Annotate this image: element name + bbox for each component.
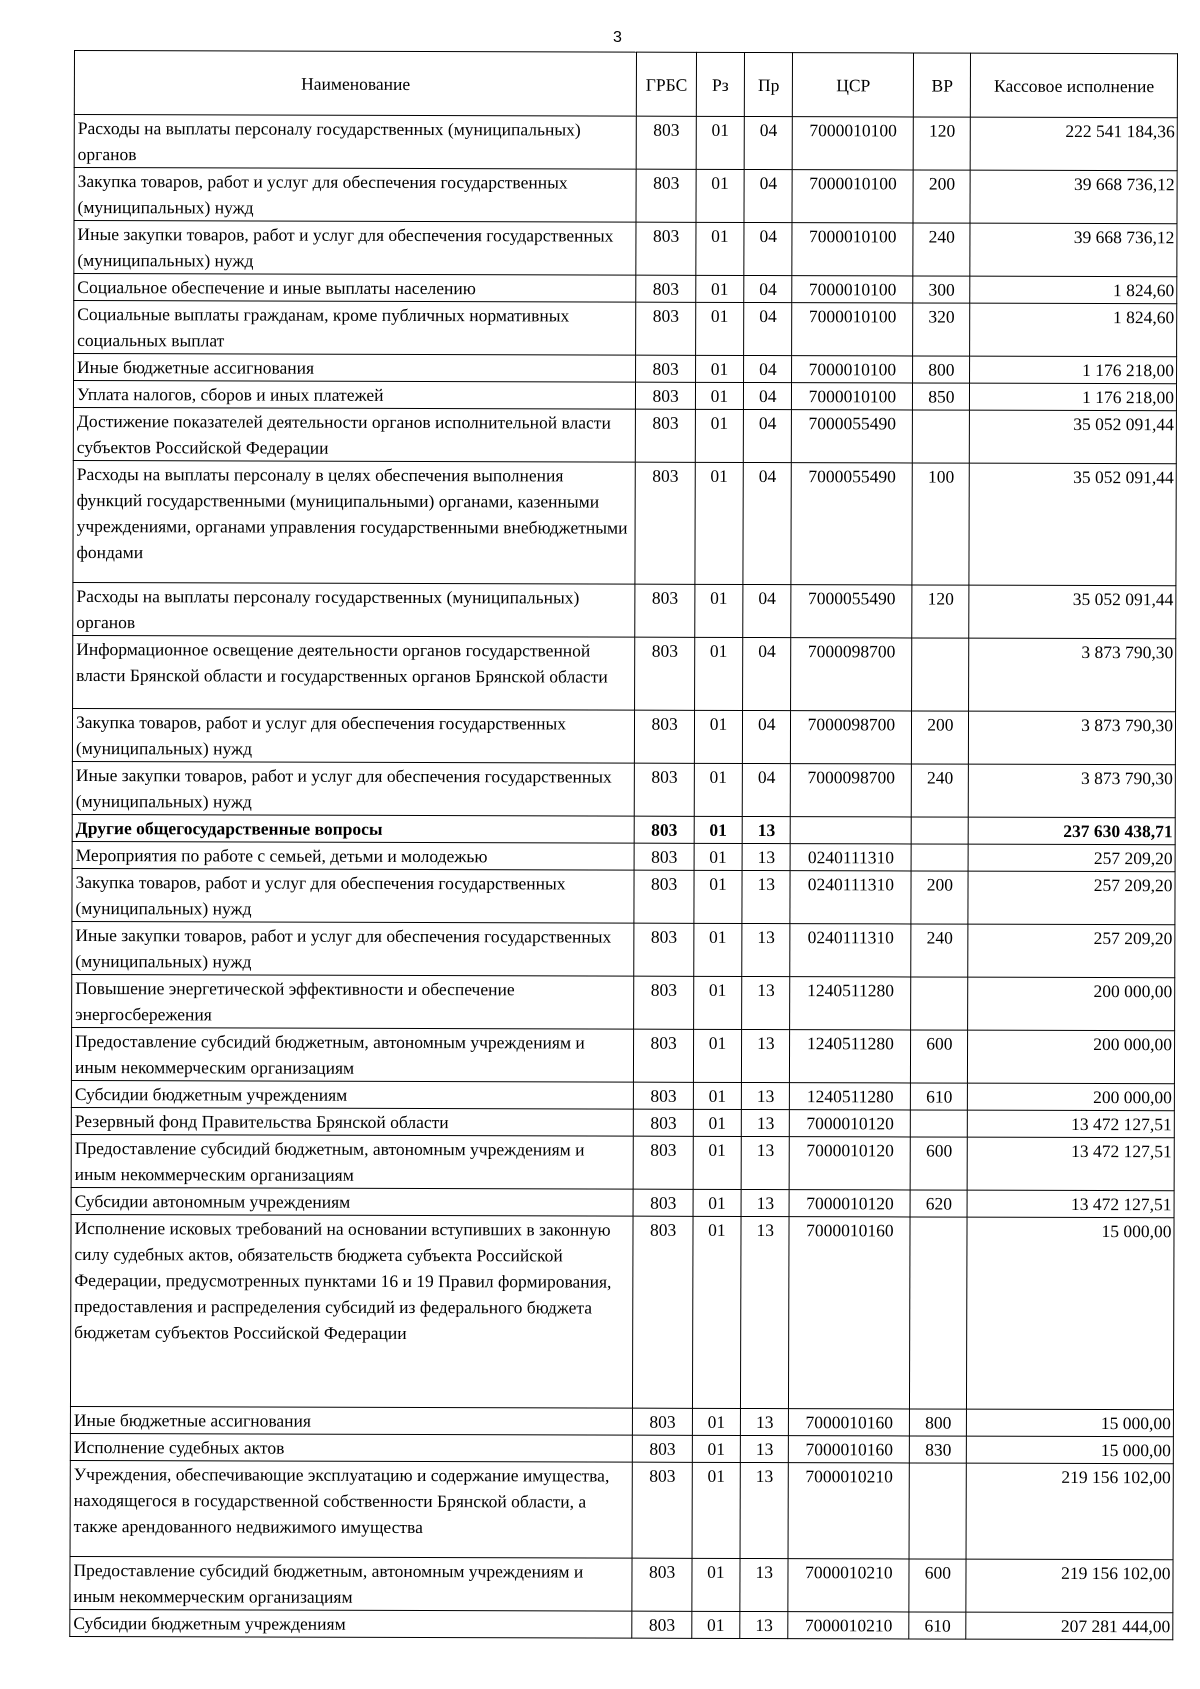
- cell-rz: 01: [696, 116, 744, 169]
- cell-vr: [911, 817, 968, 844]
- page-number: 3: [613, 29, 622, 46]
- cell-pr: 13: [741, 1408, 789, 1435]
- cell-pr: 13: [741, 1216, 790, 1408]
- table-row: [70, 1214, 1174, 1409]
- cell-csr: 7000010100: [792, 303, 913, 356]
- cell-pr: 04: [743, 710, 791, 763]
- cell-grbs: 803: [635, 462, 695, 584]
- cell-vr: 320: [913, 303, 970, 356]
- cell-rz: 01: [693, 1189, 741, 1216]
- cell-csr: 7000010100: [792, 170, 913, 223]
- cell-amount: 200 000,00: [968, 1030, 1175, 1084]
- cell-vr: [909, 1463, 966, 1559]
- table-row: [73, 407, 1176, 463]
- cell-vr: 830: [910, 1436, 967, 1463]
- cell-amount: 39 668 736,12: [970, 170, 1177, 224]
- cell-pr: 13: [741, 1189, 789, 1216]
- cell-vr: 610: [909, 1612, 966, 1639]
- cell-pr: 13: [740, 1611, 788, 1638]
- table-row: [73, 635, 1176, 711]
- cell-name: Субсидии автономным учреждениям: [71, 1187, 634, 1216]
- cell-amount: 1 824,60: [970, 276, 1177, 304]
- cell-name: Расходы на выплаты персоналу государственных (муниципальных) органов: [73, 582, 636, 637]
- table-row: [70, 1556, 1173, 1612]
- cell-rz: 01: [694, 637, 743, 710]
- cell-vr: 240: [911, 924, 968, 977]
- table-row: [71, 1027, 1174, 1083]
- cell-csr: 7000010160: [789, 1409, 910, 1436]
- cell-csr: 7000010100: [792, 223, 913, 276]
- table-row: [71, 1134, 1174, 1190]
- cell-amount: 1 824,60: [970, 303, 1177, 357]
- table-row: [72, 761, 1175, 817]
- cell-grbs: 803: [635, 843, 694, 870]
- cell-rz: 01: [695, 382, 743, 409]
- cell-vr: 800: [913, 356, 970, 383]
- cell-rz: 01: [694, 843, 742, 870]
- cell-csr: 0240111310: [791, 844, 912, 871]
- cell-amount: 207 281 444,00: [966, 1612, 1173, 1640]
- cell-vr: [913, 410, 970, 463]
- cell-rz: 01: [692, 1216, 741, 1408]
- cell-name: Закупка товаров, работ и услуг для обеспечения государственных (муниципальных) нужд: [72, 708, 635, 763]
- cell-csr: 7000010100: [792, 383, 913, 410]
- table-row: [72, 868, 1175, 924]
- cell-grbs: 803: [634, 1082, 693, 1109]
- table-row: [72, 814, 1175, 844]
- cell-grbs: 803: [634, 1136, 693, 1189]
- cell-pr: 04: [744, 222, 792, 275]
- table-row: [72, 974, 1175, 1030]
- cell-rz: 01: [692, 1558, 740, 1611]
- cell-name: Предоставление субсидий бюджетным, автономным учреждениям и иным некоммерческим организациям: [71, 1027, 634, 1082]
- cell-pr: 04: [743, 409, 791, 462]
- cell-grbs: 803: [633, 1216, 693, 1408]
- cell-vr: [911, 844, 968, 871]
- cell-csr: 1240511280: [790, 977, 911, 1030]
- cell-grbs: 803: [636, 169, 695, 222]
- cell-pr: 04: [743, 637, 792, 710]
- table-row: [73, 582, 1176, 638]
- cell-rz: 01: [694, 763, 742, 816]
- cell-rz: 01: [696, 169, 744, 222]
- cell-rz: 01: [695, 462, 744, 584]
- cell-amount: 1 176 218,00: [970, 356, 1177, 384]
- cell-vr: 200: [911, 871, 968, 924]
- cell-grbs: 803: [634, 870, 693, 923]
- cell-rz: 01: [695, 409, 743, 462]
- table-row: [70, 1406, 1173, 1436]
- cell-csr: 0240111310: [790, 871, 911, 924]
- cell-grbs: 803: [636, 222, 695, 275]
- table-row: [72, 921, 1175, 977]
- cell-amount: 13 472 127,51: [968, 1110, 1175, 1138]
- cell-pr: 13: [740, 1462, 789, 1558]
- header-csr: ЦСР: [793, 53, 914, 117]
- cell-pr: 04: [744, 382, 792, 409]
- table-row: [74, 168, 1177, 224]
- cell-grbs: 803: [636, 275, 695, 302]
- cell-csr: 1240511280: [790, 1030, 911, 1083]
- cell-name: Достижение показателей деятельности органов исполнительной власти субъектов Российской Федерации: [73, 407, 636, 462]
- cell-vr: 300: [913, 276, 970, 303]
- cell-vr: 610: [911, 1083, 968, 1110]
- cell-name: Иные закупки товаров, работ и услуг для обеспечения государственных (муниципальных) нужд: [74, 221, 637, 276]
- cell-pr: 13: [742, 843, 790, 870]
- cell-vr: 240: [913, 223, 970, 276]
- cell-pr: 13: [742, 923, 790, 976]
- cell-rz: 01: [693, 1136, 741, 1189]
- cell-grbs: 803: [634, 1109, 693, 1136]
- cell-csr: 7000055490: [791, 463, 912, 585]
- cell-vr: 120: [912, 585, 969, 638]
- cell-rz: 01: [696, 222, 744, 275]
- cell-grbs: 803: [635, 710, 694, 763]
- cell-csr: 7000010100: [792, 276, 913, 303]
- table-row: [73, 460, 1176, 585]
- cell-amount: 3 873 790,30: [969, 764, 1176, 818]
- cell-name: Резервный фонд Правительства Брянской области: [71, 1107, 634, 1136]
- cell-amount: 200 000,00: [968, 977, 1175, 1031]
- cell-rz: 01: [696, 275, 744, 302]
- table-header-row: [74, 51, 1177, 118]
- cell-amount: 35 052 091,44: [969, 585, 1176, 639]
- cell-name: Закупка товаров, работ и услуг для обеспечения государственных (муниципальных) нужд: [72, 868, 635, 923]
- cell-name: Иные бюджетные ассигнования: [70, 1406, 633, 1435]
- cell-name: Иные бюджетные ассигнования: [74, 354, 637, 383]
- cell-amount: 15 000,00: [967, 1217, 1174, 1410]
- cell-rz: 01: [693, 976, 741, 1029]
- cell-rz: 01: [693, 1109, 741, 1136]
- cell-vr: 800: [910, 1409, 967, 1436]
- table-row: [71, 1080, 1174, 1110]
- cell-grbs: 803: [635, 816, 694, 843]
- cell-name: Уплата налогов, сборов и иных платежей: [73, 381, 636, 410]
- table-row: [74, 221, 1177, 277]
- table-row: [74, 115, 1177, 171]
- cell-pr: 04: [743, 584, 791, 637]
- cell-amount: 257 209,20: [968, 844, 1175, 872]
- table-row: [74, 301, 1177, 357]
- cell-csr: 7000010100: [793, 117, 914, 170]
- cell-csr: 7000010160: [789, 1217, 910, 1409]
- cell-pr: 13: [742, 870, 790, 923]
- cell-vr: 620: [910, 1190, 967, 1217]
- cell-pr: 04: [744, 302, 792, 355]
- header-grbs: ГРБС: [637, 52, 697, 116]
- cell-name: Учреждения, обеспечивающие эксплуатацию и содержание имущества, находящегося в государственной собственности Брянской области, а также арендованного недвижимого имущества: [70, 1460, 633, 1558]
- cell-name: Иные закупки товаров, работ и услуг для обеспечения государственных (муниципальных) нужд: [72, 761, 635, 816]
- cell-grbs: 803: [634, 976, 693, 1029]
- cell-rz: 01: [695, 302, 743, 355]
- cell-csr: 7000055490: [791, 585, 912, 638]
- cell-pr: 13: [741, 1082, 789, 1109]
- cell-vr: 100: [912, 463, 969, 585]
- cell-rz: 01: [694, 870, 742, 923]
- cell-name: Субсидии бюджетным учреждениям: [70, 1609, 633, 1638]
- cell-csr: 7000010100: [792, 356, 913, 383]
- cell-pr: 13: [741, 1136, 789, 1189]
- cell-name: Повышение энергетической эффективности и обеспечение энергосбережения: [72, 974, 635, 1029]
- cell-vr: [910, 1217, 968, 1409]
- cell-grbs: 803: [632, 1611, 691, 1638]
- table-row: [74, 354, 1177, 384]
- cell-amount: 219 156 102,00: [966, 1559, 1173, 1613]
- cell-grbs: 803: [635, 584, 694, 637]
- cell-name: Исполнение исковых требований на основании вступивших в законную силу судебных актов, обязательств бюджета субъекта Российской Федерации, предусмотренных пунктами 16 и 19 Правил формирования, предоставления и распределения субсидий из федерального бюджета бюджетам субъектов Российской Федерации: [70, 1214, 633, 1408]
- cell-rz: 01: [695, 584, 743, 637]
- cell-amount: 15 000,00: [967, 1409, 1174, 1437]
- cell-grbs: 803: [634, 1029, 693, 1082]
- cell-csr: [791, 817, 912, 844]
- cell-vr: 850: [913, 383, 970, 410]
- cell-name: Социальные выплаты гражданам, кроме публичных нормативных социальных выплат: [74, 301, 637, 356]
- table-row: [72, 708, 1175, 764]
- cell-pr: 04: [744, 355, 792, 382]
- cell-grbs: 803: [634, 923, 693, 976]
- cell-pr: 13: [741, 1109, 789, 1136]
- cell-grbs: 803: [636, 302, 695, 355]
- cell-csr: 1240511280: [790, 1083, 911, 1110]
- cell-csr: 7000010210: [788, 1612, 909, 1639]
- cell-amount: 237 630 438,71: [969, 817, 1176, 845]
- cell-amount: 3 873 790,30: [969, 638, 1176, 712]
- cell-grbs: 803: [632, 1558, 691, 1611]
- cell-grbs: 803: [633, 1408, 692, 1435]
- cell-grbs: 803: [636, 382, 695, 409]
- cell-amount: 35 052 091,44: [969, 463, 1176, 586]
- cell-rz: 01: [694, 710, 742, 763]
- cell-grbs: 803: [635, 637, 695, 710]
- cell-rz: 01: [693, 1082, 741, 1109]
- cell-csr: 7000010160: [789, 1436, 910, 1463]
- table-row: [71, 1187, 1174, 1217]
- cell-csr: 7000010120: [790, 1110, 911, 1137]
- cell-name: Предоставление субсидий бюджетным, автономным учреждениям и иным некоммерческим организациям: [71, 1134, 634, 1189]
- cell-name: Другие общегосударственные вопросы: [72, 814, 635, 843]
- cell-pr: 13: [740, 1558, 788, 1611]
- table-row: [72, 841, 1175, 871]
- cell-name: Мероприятия по работе с семьей, детьми и молодежью: [72, 841, 635, 870]
- cell-vr: 600: [910, 1137, 967, 1190]
- cell-pr: 13: [742, 1029, 790, 1082]
- cell-grbs: 803: [636, 355, 695, 382]
- cell-pr: 04: [743, 462, 792, 584]
- cell-pr: 13: [740, 1435, 788, 1462]
- cell-csr: 7000010210: [788, 1559, 909, 1612]
- cell-name: Предоставление субсидий бюджетным, автономным учреждениям и иным некоммерческим организациям: [70, 1556, 633, 1611]
- cell-amount: 39 668 736,12: [970, 223, 1177, 277]
- cell-rz: 01: [692, 1435, 740, 1462]
- cell-vr: 600: [909, 1559, 966, 1612]
- cell-vr: 600: [911, 1030, 968, 1083]
- cell-vr: [912, 638, 969, 711]
- cell-csr: 0240111310: [790, 924, 911, 977]
- cell-grbs: 803: [637, 116, 696, 169]
- cell-rz: 01: [692, 1611, 740, 1638]
- cell-vr: [911, 977, 968, 1030]
- cell-rz: 01: [692, 1462, 741, 1558]
- cell-vr: [911, 1110, 968, 1137]
- cell-amount: 1 176 218,00: [970, 383, 1177, 411]
- cell-name: Социальное обеспечение и иные выплаты населению: [74, 274, 637, 303]
- cell-rz: 01: [695, 355, 743, 382]
- cell-csr: 7000098700: [791, 638, 912, 711]
- cell-csr: 7000010210: [788, 1463, 909, 1559]
- header-rz: Рз: [696, 52, 745, 116]
- cell-name: Иные закупки товаров, работ и услуг для обеспечения государственных (муниципальных) нужд: [72, 921, 635, 976]
- cell-rz: 01: [694, 816, 742, 843]
- cell-csr: 7000010120: [790, 1137, 911, 1190]
- cell-grbs: 803: [633, 1462, 693, 1558]
- cell-csr: 7000098700: [791, 711, 912, 764]
- budget-execution-table: [69, 50, 1178, 1640]
- cell-csr: 7000055490: [792, 410, 913, 463]
- cell-vr: 120: [913, 117, 970, 170]
- cell-amount: 257 209,20: [968, 871, 1175, 925]
- table-row: [71, 1107, 1174, 1137]
- cell-csr: 7000010120: [789, 1190, 910, 1217]
- cell-pr: 13: [742, 976, 790, 1029]
- cell-name: Закупка товаров, работ и услуг для обеспечения государственных (муниципальных) нужд: [74, 168, 637, 223]
- cell-pr: 04: [744, 116, 792, 169]
- cell-grbs: 803: [633, 1435, 692, 1462]
- cell-amount: 257 209,20: [968, 924, 1175, 978]
- cell-vr: 240: [912, 764, 969, 817]
- cell-amount: 13 472 127,51: [968, 1137, 1175, 1191]
- header-pr: Пр: [744, 52, 793, 116]
- cell-amount: 15 000,00: [967, 1436, 1174, 1464]
- cell-name: Субсидии бюджетным учреждениям: [71, 1080, 634, 1109]
- cell-name: Информационное освещение деятельности органов государственной власти Брянской области и государственных органов Брянской области: [73, 635, 636, 710]
- table-row: [74, 274, 1177, 304]
- cell-vr: 200: [912, 711, 969, 764]
- cell-grbs: 803: [634, 1189, 693, 1216]
- cell-rz: 01: [692, 1408, 740, 1435]
- cell-name: Расходы на выплаты персоналу в целях обеспечения выполнения функций государственными (муниципальными) органами, казенными учреждениями, органами управления государственными внебюджетными фондами: [73, 460, 636, 584]
- cell-vr: 200: [913, 170, 970, 223]
- cell-amount: 13 472 127,51: [967, 1190, 1174, 1218]
- cell-pr: 04: [742, 763, 790, 816]
- header-vr: ВР: [914, 53, 971, 117]
- cell-csr: 7000098700: [791, 764, 912, 817]
- table-row: [70, 1433, 1173, 1463]
- cell-name: Расходы на выплаты персоналу государственных (муниципальных) органов: [74, 115, 637, 170]
- table-row: [70, 1460, 1173, 1559]
- cell-amount: 200 000,00: [968, 1083, 1175, 1111]
- cell-amount: 219 156 102,00: [966, 1463, 1173, 1560]
- cell-pr: 04: [744, 275, 792, 302]
- cell-grbs: 803: [636, 409, 695, 462]
- table-row: [73, 381, 1176, 411]
- header-name: Наименование: [74, 51, 637, 117]
- cell-pr: 13: [742, 816, 790, 843]
- table-row: [70, 1609, 1173, 1639]
- cell-amount: 35 052 091,44: [970, 410, 1177, 464]
- cell-rz: 01: [694, 923, 742, 976]
- cell-amount: 3 873 790,30: [969, 711, 1176, 765]
- cell-amount: 222 541 184,36: [971, 117, 1178, 171]
- cell-pr: 04: [744, 169, 792, 222]
- cell-grbs: 803: [635, 763, 694, 816]
- cell-name: Исполнение судебных актов: [70, 1433, 633, 1462]
- cell-rz: 01: [693, 1029, 741, 1082]
- header-amount: Кассовое исполнение: [971, 53, 1178, 118]
